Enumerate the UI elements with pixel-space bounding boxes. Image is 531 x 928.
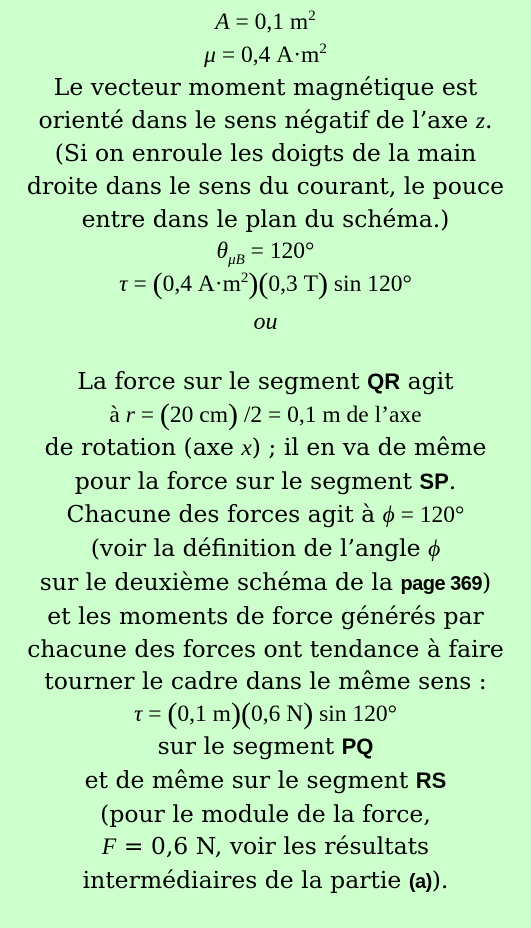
area-value: = 0,1 m xyxy=(229,9,309,35)
force-line-12 xyxy=(0,730,531,764)
paren-open-2: ( xyxy=(258,267,269,300)
moment-direction-line-1: Le vecteur moment magnétique est xyxy=(53,73,478,102)
force-line-15 xyxy=(0,830,531,864)
segment-rs-label: RS xyxy=(415,768,447,794)
area-equation xyxy=(0,6,531,39)
moment-direction-text: orienté dans le sens négatif de l’axe xyxy=(38,105,476,134)
force-text: intermédiaires de la partie xyxy=(82,865,409,894)
force-line-6 xyxy=(0,532,531,566)
force-text: = 0,6 N, voir les résultats xyxy=(116,832,430,861)
phi-symbol: ϕ xyxy=(382,502,395,529)
z-axis-symbol: z xyxy=(475,107,485,134)
moment-equation xyxy=(0,39,531,72)
force-line-1 xyxy=(0,365,531,399)
paren-open: ( xyxy=(159,398,170,431)
force-text: et de même sur le segment xyxy=(84,766,416,795)
paren-open: ( xyxy=(167,697,178,730)
theta-symbol: θ xyxy=(216,238,229,265)
lever-arm: 0,1 m xyxy=(177,700,231,727)
theta-subscript: μB xyxy=(228,252,245,268)
phi-value: = 120° xyxy=(394,502,465,529)
area-symbol: A xyxy=(215,9,230,35)
paren-close: ) xyxy=(227,398,238,431)
spacer xyxy=(0,339,531,365)
f-symbol: F xyxy=(101,834,117,861)
r-symbol: r xyxy=(125,401,135,428)
force-text: (voir la définition de l’angle xyxy=(90,533,429,562)
moment-exponent: 2 xyxy=(319,40,327,57)
force-line-9: chacune des forces ont tendance à faire xyxy=(27,634,504,663)
segment-pq-label: PQ xyxy=(341,734,374,760)
equals: = xyxy=(142,700,168,727)
paren-open: ( xyxy=(152,267,163,300)
force-text: agit xyxy=(400,366,454,395)
tau-trig: sin 120° xyxy=(328,270,412,297)
tau-trig: sin 120° xyxy=(313,700,398,727)
r-length: 20 cm xyxy=(169,401,228,428)
torque-equation-2 xyxy=(0,698,531,731)
force-line-7 xyxy=(0,566,531,601)
right-hand-rule-line-1: (Si on enroule les doigts de la main xyxy=(54,139,477,168)
paren-close-2: ) xyxy=(318,267,329,300)
x-axis-symbol: x xyxy=(241,435,252,462)
segment-qr-label: QR xyxy=(367,368,401,394)
paren-open-2: ( xyxy=(240,697,251,730)
angle-value: = 120° xyxy=(244,238,315,265)
force-line-2 xyxy=(0,399,531,432)
right-hand-rule-line-3: entre dans le plan du schéma.) xyxy=(81,204,450,233)
force-line-5 xyxy=(0,498,531,532)
tau-factor-field: 0,3 T xyxy=(268,270,319,297)
force-text: à xyxy=(109,401,126,428)
moment-value: = 0,4 A·m xyxy=(215,41,320,68)
force-text: ) ; il en va de même xyxy=(251,433,487,462)
force-line-8: et les moments de force générés par xyxy=(47,602,484,631)
equals: = xyxy=(134,401,160,428)
force-value: 0,6 N xyxy=(250,700,304,727)
moment-direction-period: . xyxy=(484,105,493,134)
force-text: pour la force sur le segment xyxy=(74,466,420,495)
tau-factor-exponent: 2 xyxy=(240,269,249,286)
force-text: sur le segment xyxy=(157,732,342,761)
part-a-reference-link[interactable]: (a) xyxy=(408,870,432,893)
force-line-4 xyxy=(0,465,531,499)
moment-symbol: μ xyxy=(204,41,216,68)
page-reference-link[interactable]: page 369 xyxy=(400,572,483,595)
force-text: La force sur le segment xyxy=(77,366,368,395)
force-line-10: tourner le cadre dans le même sens : xyxy=(44,667,487,696)
force-text: ) xyxy=(482,567,492,596)
area-exponent: 2 xyxy=(308,8,316,24)
separator-ou: ou xyxy=(253,309,278,336)
force-text: de rotation (axe xyxy=(44,433,242,462)
force-text: sur le deuxième schéma de la xyxy=(39,567,401,596)
force-text: /2 = 0,1 m de l’axe xyxy=(237,401,422,428)
tau-symbol: τ xyxy=(119,270,128,297)
segment-sp-label: SP xyxy=(419,468,449,494)
paren-close: ) xyxy=(230,697,241,730)
angle-equation xyxy=(0,235,531,268)
phi-symbol: ϕ xyxy=(428,535,441,562)
force-line-16 xyxy=(0,864,531,899)
moment-direction-line-2 xyxy=(0,104,531,138)
force-text: Chacune des forces agit à xyxy=(66,500,383,529)
force-line-13 xyxy=(0,764,531,798)
paren-close: ) xyxy=(248,267,259,300)
torque-equation-1 xyxy=(0,268,531,301)
force-line-3 xyxy=(0,431,531,465)
tau-equals: = xyxy=(127,270,153,297)
force-line-14: (pour le module de la force, xyxy=(100,799,431,828)
force-text: . xyxy=(448,466,457,495)
right-hand-rule-line-2: droite dans le sens du courant, le pouce xyxy=(26,171,505,200)
tau-factor-moment: 0,4 A·m xyxy=(162,270,241,297)
paren-close-2: ) xyxy=(303,697,314,730)
tau-symbol: τ xyxy=(133,700,143,727)
force-text: ). xyxy=(431,865,449,894)
